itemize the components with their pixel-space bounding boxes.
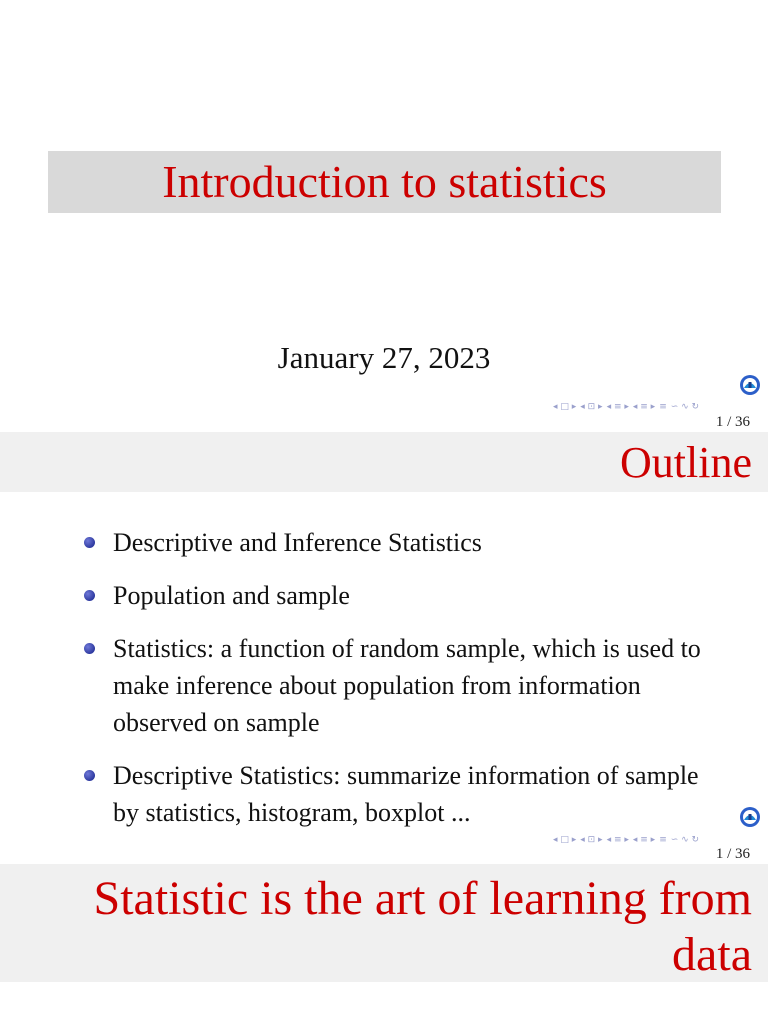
bullet-icon <box>84 643 95 654</box>
presentation-date: January 27, 2023 <box>277 340 491 375</box>
bullet-text: Statistics: a function of random sample, which is used to make inference about population from information observed on sample <box>113 634 701 737</box>
slide-title: Introduction to statistics <box>162 156 607 207</box>
nav-section-icon[interactable]: ◂ ≡ ▸ <box>606 402 629 412</box>
nav-prev-frame-icon[interactable]: ◂ □ ▸ <box>553 402 577 412</box>
bullet-icon <box>84 537 95 548</box>
nav-appendix-icon[interactable]: ≡ <box>659 835 667 845</box>
list-item <box>84 577 704 614</box>
nav-appendix-icon[interactable]: ≡ <box>659 402 667 412</box>
nav-search-icon[interactable]: ∽ ∿ ↻ <box>670 835 700 845</box>
nav-section2-icon[interactable]: ◂ ≡ ▸ <box>632 835 656 845</box>
list-item <box>84 524 704 561</box>
title-box <box>48 151 721 213</box>
university-logo-icon <box>739 806 761 828</box>
beamer-nav-bar[interactable] <box>553 834 763 846</box>
slide3-title: Statistic is the art of learning from data <box>93 872 752 981</box>
outline-title: Outline <box>620 438 752 487</box>
nav-prev-frame-icon[interactable]: ◂ □ ▸ <box>553 835 577 845</box>
list-item <box>84 757 704 831</box>
nav-subsection-icon[interactable]: ◂ ⊡ ▸ <box>580 402 603 412</box>
page-number: 1 / 36 <box>715 846 750 862</box>
bullet-icon <box>84 770 95 781</box>
nav-search-icon[interactable]: ∽ ∿ ↻ <box>670 402 700 412</box>
bullet-text: Descriptive Statistics: summarize information of sample by statistics, histogram, boxplot ... <box>113 761 699 827</box>
nav-section2-icon[interactable]: ◂ ≡ ▸ <box>632 402 656 412</box>
beamer-nav-bar[interactable] <box>553 401 763 413</box>
list-item <box>84 630 704 741</box>
nav-subsection-icon[interactable]: ◂ ⊡ ▸ <box>580 835 603 845</box>
university-logo-icon <box>739 374 761 396</box>
page-number: 1 / 36 <box>715 414 750 430</box>
bullet-icon <box>84 590 95 601</box>
nav-section-icon[interactable]: ◂ ≡ ▸ <box>606 835 629 845</box>
bullet-list <box>84 524 704 847</box>
bullet-text: Descriptive and Inference Statistics <box>113 528 482 557</box>
bullet-text: Population and sample <box>113 581 350 610</box>
